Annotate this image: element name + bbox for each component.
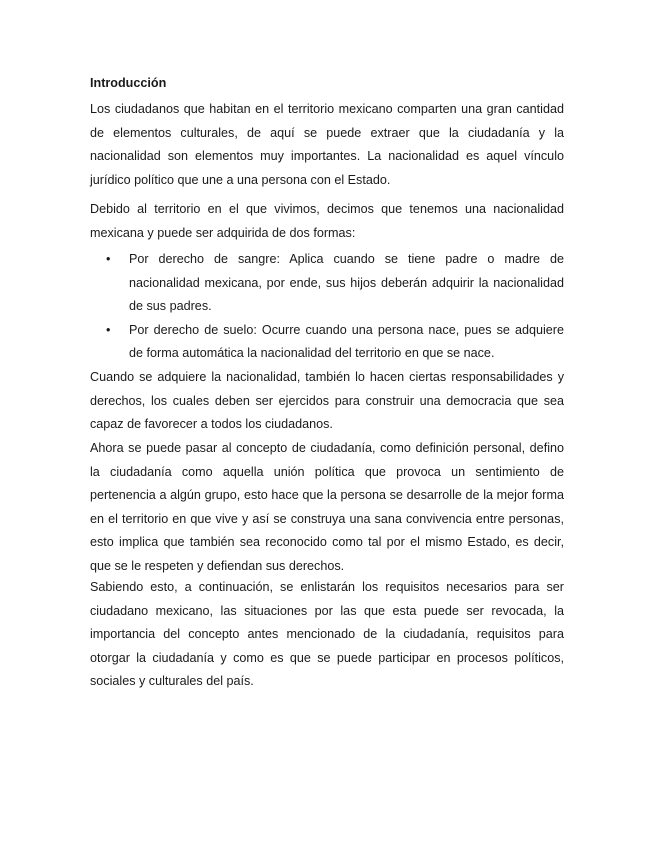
paragraph-4: Ahora se puede pasar al concepto de ciudadanía, como definición personal, defino la ciudadanía como aquella unión política que provoca un sentimiento de pertenencia a algún grupo, esto hace que la persona se desarrolle de la mejor forma en el territorio en que vive y así se construya una sana convivencia entre personas, esto implica que también sea reconocido como tal por el mismo Estado, es decir, que se le respeten y defiendan sus derechos. [90,441,564,573]
bullet-dot-icon: • [106,322,111,337]
bullet-list [90,248,564,366]
bullet-item-blood-right [90,248,564,319]
section-heading: Introducción [90,76,167,90]
document-page [90,0,564,848]
paragraph-5: Sabiendo esto, a continuación, se enlistarán los requisitos necesarios para ser ciudadano mexicano, las situaciones por las que esta puede ser revocada, la importancia del concepto antes mencionado de la ciudadanía, requisitos para otorgar la ciudadanía y como es que se puede participar en procesos políticos, sociales y culturales del país. [90,580,564,688]
bullet-item-soil-right [90,319,564,366]
bullet-text: Por derecho de suelo: Ocurre cuando una persona nace, pues se adquiere de forma automática la nacionalidad del territorio en que se nace. [129,322,564,360]
paragraph-3: Cuando se adquiere la nacionalidad, también lo hacen ciertas responsabilidades y derechos, los cuales deben ser ejercidos para construir una democracia que sea capaz de favorecer a todos los ciudadanos. [90,370,564,431]
bullet-text: Por derecho de sangre: Aplica cuando se tiene padre o madre de nacionalidad mexicana, por ende, sus hijos deberán adquirir la nacionalidad de sus padres. [129,252,564,313]
bullet-dot-icon: • [106,252,111,266]
paragraph-2: Debido al territorio en el que vivimos, decimos que tenemos una nacionalidad mexicana y puede ser adquirida de dos formas: [90,202,564,240]
paragraph-1: Los ciudadanos que habitan en el territorio mexicano comparten una gran cantidad de elementos culturales, de aquí se puede extraer que la ciudadanía y la nacionalidad son elementos muy importantes. La nacionalidad es aquel vínculo jurídico político que une a una persona con el Estado. [90,102,564,187]
